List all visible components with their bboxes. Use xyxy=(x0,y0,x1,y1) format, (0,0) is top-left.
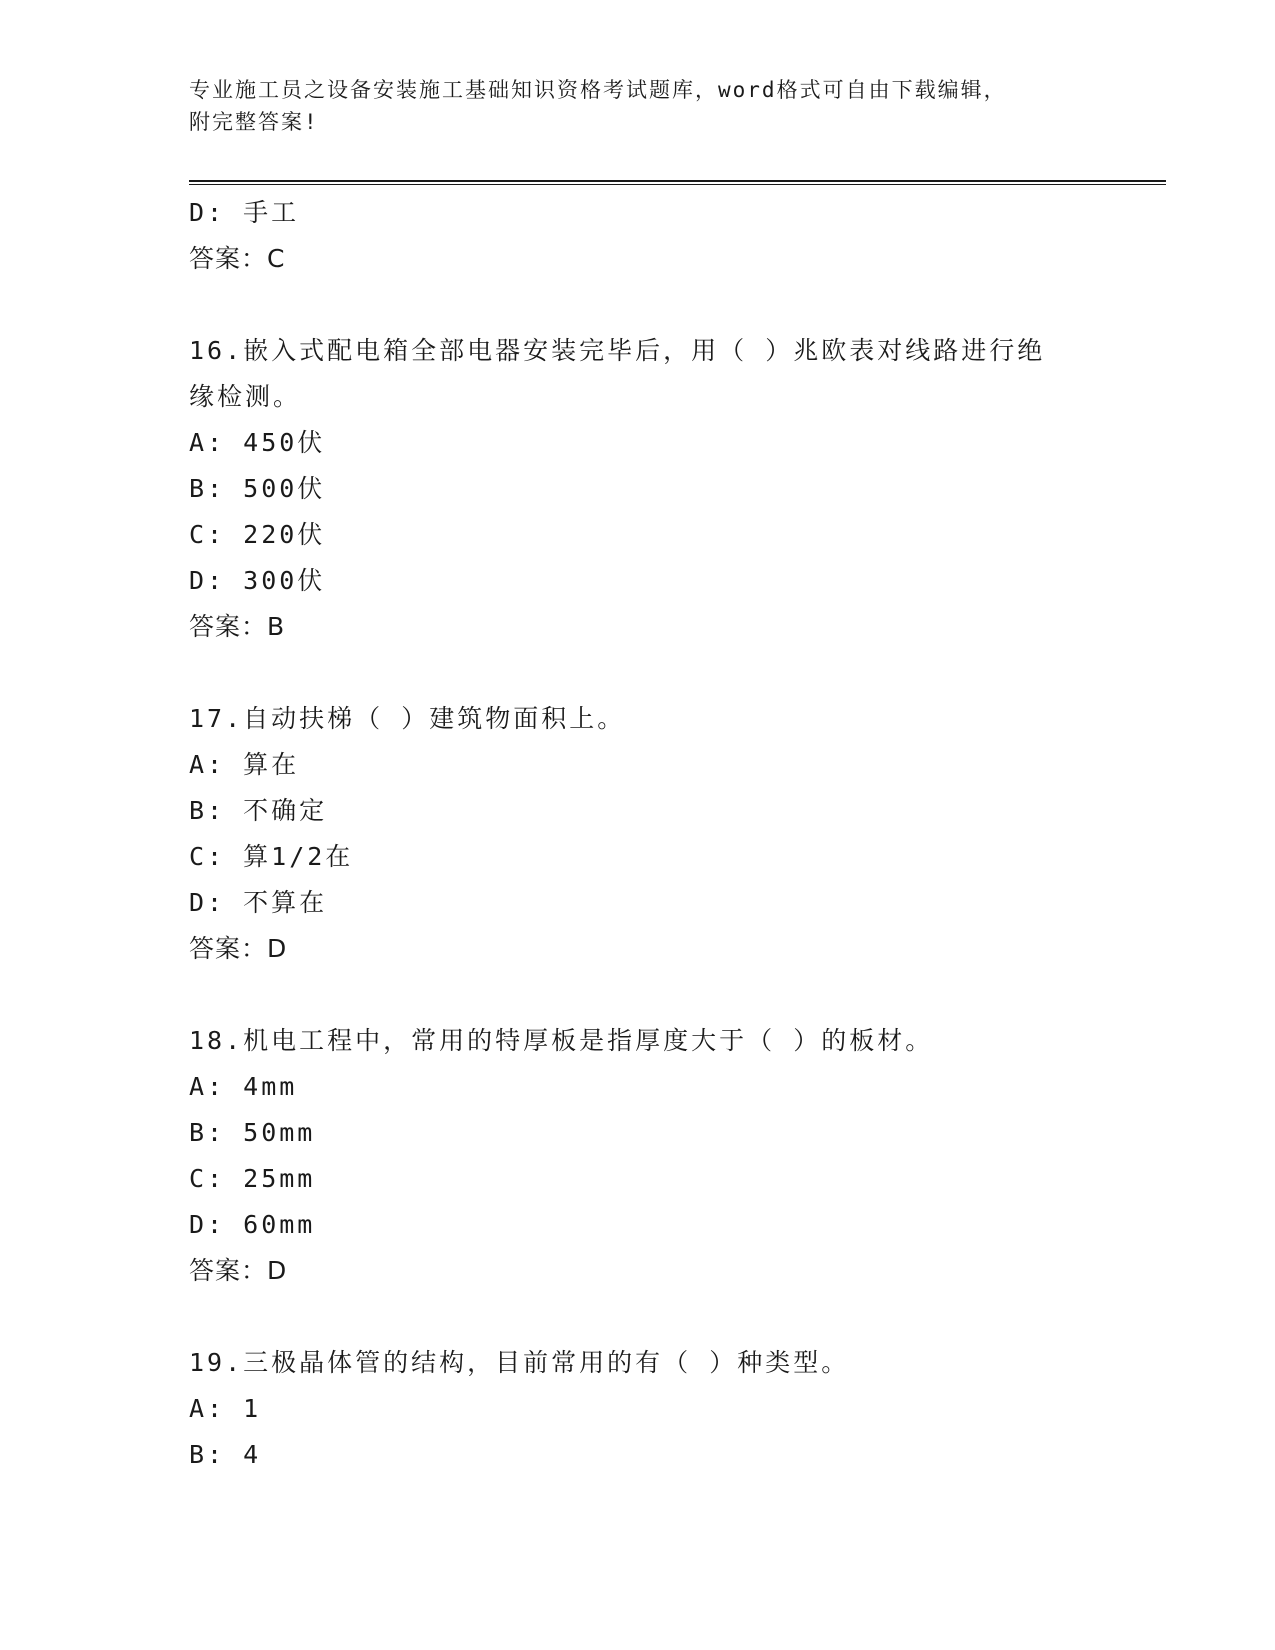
option-b: B: 4 xyxy=(189,1440,262,1469)
option-b: B: 不确定 xyxy=(189,796,328,825)
option-a: A: 1 xyxy=(189,1394,262,1423)
question-stem: 19.三极晶体管的结构，目前常用的有（ ）种类型。 xyxy=(189,1348,850,1377)
option-c: C: 25mm xyxy=(189,1164,316,1193)
option-d: D: 手工 xyxy=(189,198,300,227)
option-a: A: 450伏 xyxy=(189,428,326,457)
answer-line: 答案：D xyxy=(189,934,288,963)
question-15-tail xyxy=(189,190,1089,282)
question-18 xyxy=(189,1018,1089,1294)
question-19 xyxy=(189,1340,1089,1478)
question-stem: 17.自动扶梯（ ）建筑物面积上。 xyxy=(189,704,626,733)
header-divider-thick xyxy=(189,180,1166,182)
answer-line: 答案：C xyxy=(189,244,286,273)
question-16 xyxy=(189,328,1089,650)
question-list xyxy=(189,190,1089,1478)
option-c: C: 算1/2在 xyxy=(189,842,354,871)
answer-line: 答案：B xyxy=(189,612,286,641)
header-title-line-2: 附完整答案! xyxy=(189,110,319,134)
option-a: A: 算在 xyxy=(189,750,300,779)
option-d: D: 60mm xyxy=(189,1210,316,1239)
option-a: A: 4mm xyxy=(189,1072,298,1101)
question-stem: 18.机电工程中，常用的特厚板是指厚度大于（ ）的板材。 xyxy=(189,1026,934,1055)
answer-line: 答案：D xyxy=(189,1256,288,1285)
question-stem: 16.嵌入式配电箱全部电器安装完毕后，用（ ）兆欧表对线路进行绝缘检测。 xyxy=(189,336,1046,411)
option-b: B: 500伏 xyxy=(189,474,326,503)
option-d: D: 不算在 xyxy=(189,888,328,917)
document-header xyxy=(189,74,1089,138)
question-17 xyxy=(189,696,1089,972)
header-divider-thin xyxy=(189,184,1166,185)
option-b: B: 50mm xyxy=(189,1118,316,1147)
header-title-line-1: 专业施工员之设备安装施工基础知识资格考试题库，word格式可自由下载编辑， xyxy=(189,78,1007,102)
option-d: D: 300伏 xyxy=(189,566,326,595)
option-c: C: 220伏 xyxy=(189,520,326,549)
